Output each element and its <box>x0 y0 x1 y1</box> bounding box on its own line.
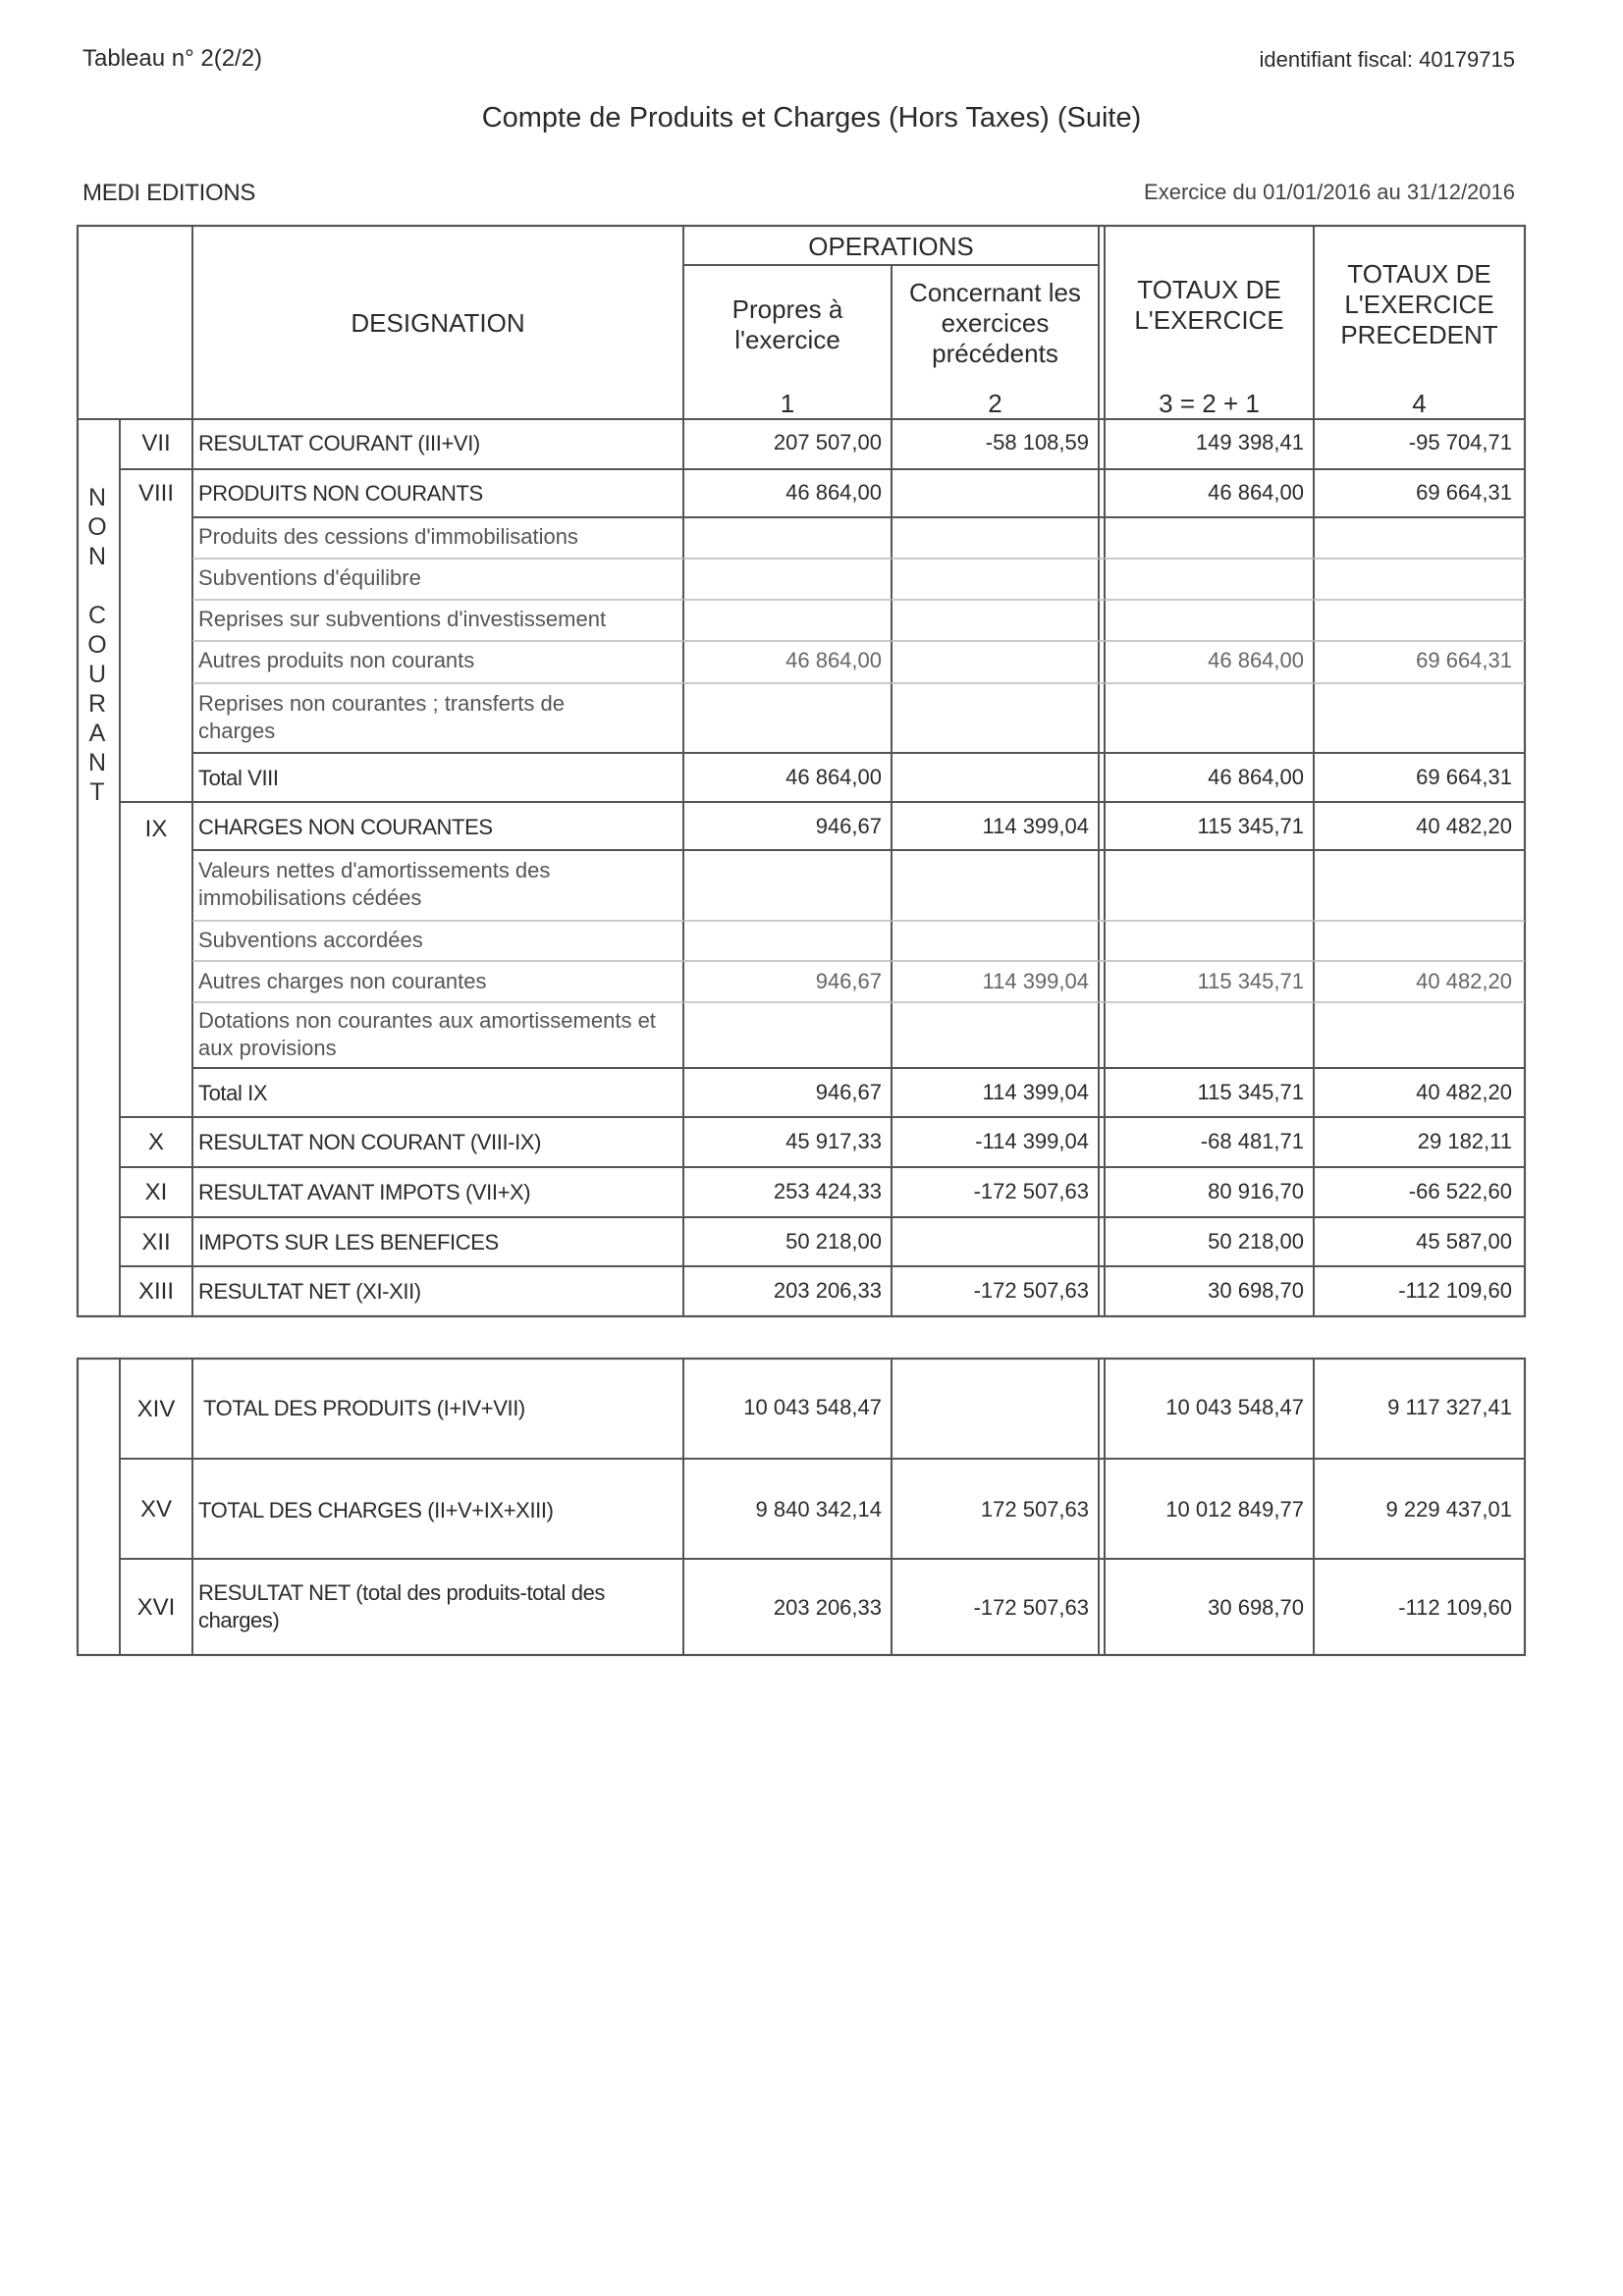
column-number-1: 1 <box>780 389 795 418</box>
cell-c4: -66 522,60 <box>1408 1179 1512 1203</box>
row-label: IMPOTS SUR LES BENEFICES <box>198 1230 499 1255</box>
cell-c3: 30 698,70 <box>1208 1595 1304 1620</box>
cell-c1: 203 206,33 <box>773 1595 882 1620</box>
row-roman: XIV <box>136 1396 176 1422</box>
cell-c2: -58 108,59 <box>985 430 1089 454</box>
row-roman: VII <box>141 430 171 456</box>
cell-c4: 69 664,31 <box>1416 765 1512 789</box>
row-label: Valeurs nettes d'amortissements des immobilisations cédées <box>198 858 551 910</box>
cell-c1: 46 864,00 <box>785 765 882 789</box>
cell-c3: 46 864,00 <box>1208 480 1304 505</box>
row-roman: X <box>147 1129 164 1155</box>
cell-c2: 114 399,04 <box>982 1080 1089 1104</box>
row-label: TOTAL DES CHARGES (II+V+IX+XIII) <box>198 1498 554 1522</box>
table-number: Tableau n° 2(2/2) <box>82 45 263 72</box>
row-label: Dotations non courantes aux amortissements et aux provisions <box>198 1008 656 1060</box>
column-number-3: 3 = 2 + 1 <box>1159 389 1260 418</box>
cell-c2: -172 507,63 <box>973 1179 1089 1203</box>
cell-c1: 203 206,33 <box>773 1278 882 1303</box>
cell-c3: -68 481,71 <box>1200 1129 1304 1153</box>
cell-c4: -112 109,60 <box>1398 1278 1512 1303</box>
cell-c3: 10 043 548,47 <box>1165 1395 1304 1419</box>
row-label: RESULTAT NET (XI-XII) <box>198 1279 421 1304</box>
cell-c4: 69 664,31 <box>1416 648 1512 672</box>
row-label: Total VIII <box>198 766 279 790</box>
cell-c4: 40 482,20 <box>1416 814 1512 838</box>
cell-c3: 115 345,71 <box>1197 969 1304 993</box>
row-roman: XVI <box>136 1594 176 1621</box>
company-name: MEDI EDITIONS <box>82 180 256 206</box>
fiscal-identifier: identifiant fiscal: 40179715 <box>1259 47 1515 72</box>
row-label: Reprises sur subventions d'investissement <box>198 607 607 631</box>
page-title: Compte de Produits et Charges (Hors Taxes) (Suite) <box>481 102 1142 133</box>
row-label: Subventions accordées <box>198 928 423 952</box>
cell-c2: -114 399,04 <box>975 1129 1089 1153</box>
cell-c3: 50 218,00 <box>1208 1229 1304 1254</box>
cell-c1: 46 864,00 <box>785 648 882 672</box>
cell-c1: 946,67 <box>815 969 882 993</box>
cell-c1: 10 043 548,47 <box>743 1395 882 1419</box>
cell-c3: 149 398,41 <box>1195 430 1304 454</box>
row-label: RESULTAT COURANT (III+VI) <box>198 431 480 455</box>
cell-c3: 115 345,71 <box>1197 814 1304 838</box>
designation-header: DESIGNATION <box>351 308 525 338</box>
cell-c1: 45 917,33 <box>785 1129 882 1153</box>
row-roman: XIII <box>137 1278 174 1305</box>
concernant-header: Concernant les exercices précédents <box>909 278 1081 368</box>
row-label: CHARGES NON COURANTES <box>198 815 493 839</box>
cell-c4: 9 229 437,01 <box>1385 1497 1512 1522</box>
row-roman: IX <box>144 816 168 842</box>
cell-c4: 69 664,31 <box>1416 480 1512 505</box>
row-label: RESULTAT AVANT IMPOTS (VII+X) <box>198 1180 531 1204</box>
column-number-2: 2 <box>988 389 1002 418</box>
row-label: Total IX <box>198 1081 268 1105</box>
row-label: Subventions d'équilibre <box>198 565 421 590</box>
propres-header: Propres à l'exercice <box>731 294 843 354</box>
row-label: Reprises non courantes ; transferts de charges <box>198 691 565 743</box>
cell-c2: -172 507,63 <box>973 1595 1089 1620</box>
cell-c4: 29 182,11 <box>1417 1129 1512 1153</box>
cell-c3: 46 864,00 <box>1208 648 1304 672</box>
cell-c3: 30 698,70 <box>1208 1278 1304 1303</box>
cell-c4: 45 587,00 <box>1416 1229 1512 1254</box>
totaux-header: TOTAUX DE L'EXERCICE <box>1134 275 1284 335</box>
row-label: PRODUITS NON COURANTS <box>198 481 483 506</box>
cell-c1: 9 840 342,14 <box>755 1497 882 1522</box>
totaux-precedent-header: TOTAUX DE L'EXERCICE PRECEDENT <box>1340 259 1498 349</box>
row-label: RESULTAT NON COURANT (VIII-IX) <box>198 1130 541 1154</box>
non-courant-vertical-label: N O N C O U R A N T <box>87 484 107 806</box>
row-label: Produits des cessions d'immobilisations <box>198 524 578 549</box>
column-number-4: 4 <box>1412 389 1427 418</box>
fiscal-period: Exercice du 01/01/2016 au 31/12/2016 <box>1144 180 1515 204</box>
row-roman: VIII <box>137 480 174 507</box>
cell-c1: 253 424,33 <box>773 1179 882 1203</box>
cell-c4: 40 482,20 <box>1416 1080 1512 1104</box>
cell-c2: 114 399,04 <box>982 814 1089 838</box>
operations-header: OPERATIONS <box>808 232 974 261</box>
row-label: RESULTAT NET (total des produits-total des charges) <box>198 1580 606 1632</box>
cell-c3: 46 864,00 <box>1208 765 1304 789</box>
cell-c4: -112 109,60 <box>1398 1595 1512 1620</box>
cell-c3: 10 012 849,77 <box>1165 1497 1304 1522</box>
row-roman: XI <box>144 1179 168 1205</box>
cell-c1: 946,67 <box>815 1080 882 1104</box>
cell-c1: 50 218,00 <box>785 1229 882 1254</box>
row-label: TOTAL DES PRODUITS (I+IV+VII) <box>203 1396 525 1420</box>
row-label: Autres charges non courantes <box>198 969 487 993</box>
cell-c3: 115 345,71 <box>1197 1080 1304 1104</box>
row-label: Autres produits non courants <box>198 648 475 672</box>
cell-c4: 9 117 327,41 <box>1387 1395 1512 1419</box>
cell-c4: -95 704,71 <box>1408 430 1512 454</box>
cell-c3: 80 916,70 <box>1208 1179 1304 1203</box>
row-roman: XV <box>139 1496 172 1522</box>
cell-c1: 46 864,00 <box>785 480 882 505</box>
cell-c2: 114 399,04 <box>982 969 1089 993</box>
cell-c2: 172 507,63 <box>980 1497 1089 1522</box>
cell-c4: 40 482,20 <box>1416 969 1512 993</box>
row-roman: XII <box>141 1229 171 1255</box>
cell-c2: -172 507,63 <box>973 1278 1089 1303</box>
cell-c1: 946,67 <box>815 814 882 838</box>
cell-c1: 207 507,00 <box>773 430 882 454</box>
